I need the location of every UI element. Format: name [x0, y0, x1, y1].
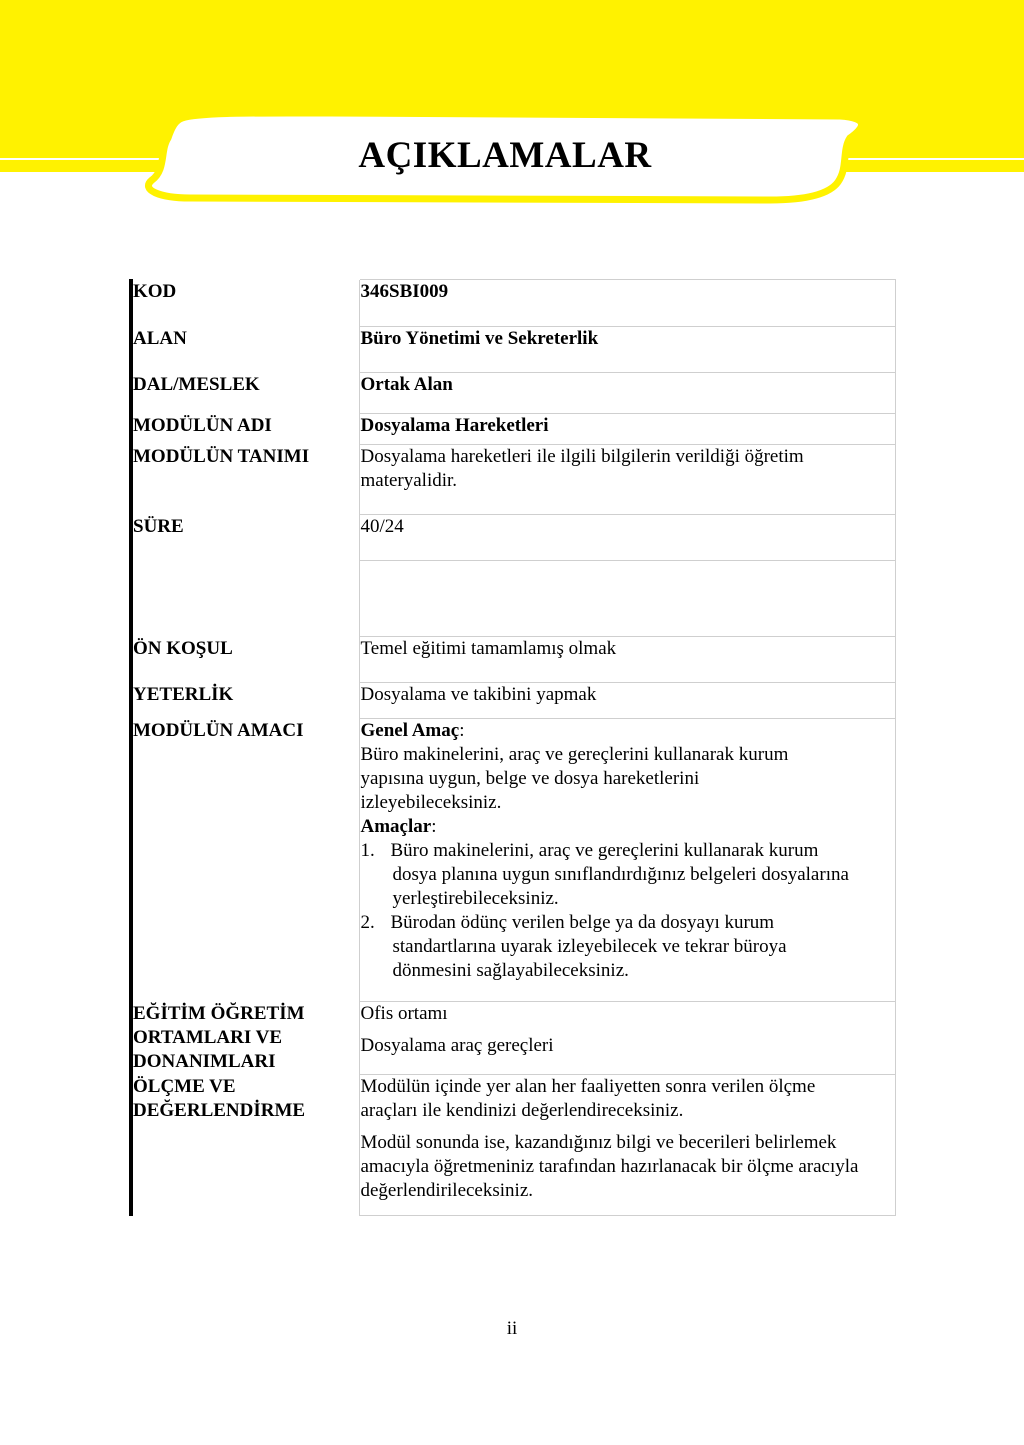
- row-value-olcme: [359, 1075, 895, 1216]
- row-label-modul-amaci: MODÜLÜN AMACI: [131, 719, 359, 1002]
- page-title: AÇIKLAMALAR: [358, 135, 652, 176]
- ortam-value-2: Dosyalama araç gereçleri: [360, 1035, 554, 1056]
- table-row: [131, 515, 895, 561]
- table-row: [131, 327, 895, 373]
- table-row: [131, 445, 895, 515]
- list-item-number: 1.: [360, 840, 375, 861]
- table-row: [131, 1075, 895, 1216]
- list-item: [361, 911, 855, 983]
- row-label-ortam: [131, 1002, 359, 1075]
- olcme-label-line: ÖLÇME VE: [133, 1076, 236, 1097]
- genel-amac-text: Büro makinelerini, araç ve gereçlerini kullanarak kurum yapısına uygun, belge ve dosya hareketlerini izleyebileceksiniz.: [360, 744, 789, 813]
- table-row: [131, 637, 895, 683]
- row-value-modul-adi: Dosyalama Hareketleri: [359, 414, 895, 445]
- list-item-text: Bürodan ödünç verilen belge ya da dosyayı kurum standartlarına uyarak izleyebilecek ve tekrar büroya dönmesini sağlayabileceksiniz.: [390, 912, 787, 981]
- olcme-value-2: Modül sonunda ise, kazandığınız bilgi ve becerileri belirlemek amacıyla öğretmeniniz tarafından hazırlanacak bir ölçme aracıyla değerlendirileceksiniz.: [360, 1132, 859, 1201]
- row-label-kod: KOD: [131, 280, 359, 327]
- row-value-sure: 40/24: [359, 515, 895, 561]
- modul-tanimi-text: Dosyalama hareketleri ile ilgili bilgilerin verildiği öğretim materyalidir.: [360, 446, 804, 491]
- amaclar-list: [361, 839, 895, 983]
- row-label-modul-adi: MODÜLÜN ADI: [131, 414, 359, 445]
- row-value-empty: [359, 561, 895, 637]
- olcme-label-line: DEĞERLENDİRME: [133, 1100, 306, 1121]
- row-label-empty: [131, 561, 359, 637]
- ortam-label-line: DONANIMLARI: [133, 1051, 276, 1072]
- table-row: [131, 414, 895, 445]
- row-value-yeterlik: Dosyalama ve takibini yapmak: [359, 683, 895, 719]
- amaclar-colon: :: [431, 816, 437, 837]
- module-info-table: [129, 279, 896, 1216]
- row-value-kod: 346SBI009: [359, 280, 895, 327]
- table-row: [131, 280, 895, 327]
- row-value-ortam: [359, 1002, 895, 1075]
- genel-amac-heading: Genel Amaç: [360, 720, 460, 741]
- row-label-alan: ALAN: [131, 327, 359, 373]
- amaclar-heading: Amaçlar: [360, 816, 432, 837]
- genel-amac-heading-line: [361, 719, 895, 743]
- row-value-dal: Ortak Alan: [359, 373, 895, 414]
- row-label-sure: SÜRE: [131, 515, 359, 561]
- amaclar-heading-line: [361, 815, 895, 839]
- row-label-modul-tanimi: MODÜLÜN TANIMI: [131, 445, 359, 515]
- table-row: [131, 561, 895, 637]
- row-label-dal: DAL/MESLEK: [131, 373, 359, 414]
- row-value-modul-tanimi: [359, 445, 895, 515]
- ortam-label-line: ORTAMLARI VE: [133, 1027, 283, 1048]
- list-item-text: Büro makinelerini, araç ve gereçlerini kullanarak kurum dosya planına uygun sınıflandırdığınız belgeleri dosyalarına yerleştirebileceksiniz.: [390, 840, 849, 909]
- row-label-on-kosul: ÖN KOŞUL: [131, 637, 359, 683]
- row-value-alan: Büro Yönetimi ve Sekreterlik: [359, 327, 895, 373]
- ortam-value-1: Ofis ortamı: [360, 1003, 448, 1024]
- page-number: ii: [506, 1318, 518, 1339]
- genel-amac-colon: :: [459, 720, 465, 741]
- olcme-value-1: Modülün içinde yer alan her faaliyetten sonra verilen ölçme araçları ile kendinizi değerlendireceksiniz.: [360, 1076, 816, 1121]
- row-value-on-kosul: Temel eğitimi tamamlamış olmak: [359, 637, 895, 683]
- row-value-modul-amaci: [359, 719, 895, 1002]
- table-row: [131, 1002, 895, 1075]
- table-row: [131, 683, 895, 719]
- list-item: [361, 839, 855, 911]
- row-label-olcme: [131, 1075, 359, 1216]
- ortam-label-line: EĞİTİM ÖĞRETİM: [133, 1003, 305, 1024]
- header-banner: [0, 0, 1024, 210]
- row-label-yeterlik: YETERLİK: [131, 683, 359, 719]
- table-row: [131, 373, 895, 414]
- table-row: [131, 719, 895, 1002]
- list-item-number: 2.: [360, 912, 375, 933]
